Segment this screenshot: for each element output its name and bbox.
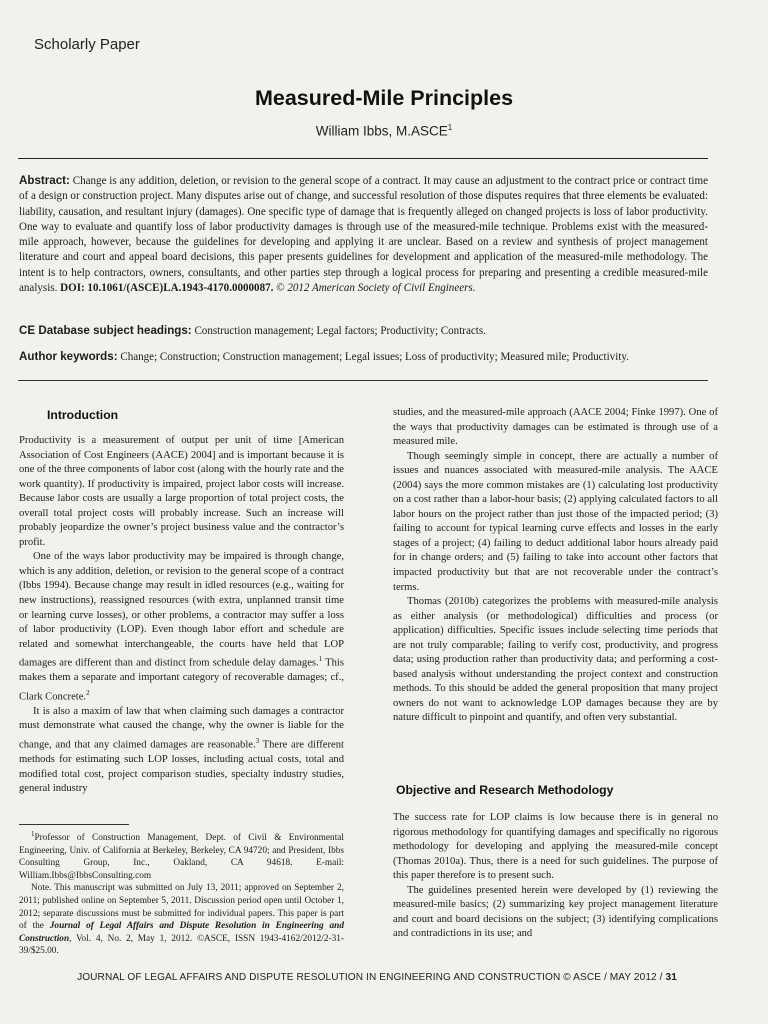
footnote-affiliation: [19, 828, 344, 882]
intro-paragraph-3-end: There are different methods for estimating such LOP losses, including actual costs, total and modified total cost, project comparison studies, specialty industry studies, general industry: [19, 739, 344, 795]
right-paragraph-1: studies, and the measured-mile approach (AACE 2004; Finke 1997). One of the ways that productivity damages can be estimated is through use of a measured mile.: [393, 407, 718, 448]
page-footer: [0, 972, 754, 983]
paper-title: Measured-Mile Principles: [254, 86, 514, 110]
footnote-affiliation-text: Professor of Construction Management, Dept. of Civil & Environmental Engineering, Univ. of California at Berkeley, Berkeley, CA 94720; and President, Ibbs Consulting Group, Inc., Oakland, CA 94618. E-mail: William.Ibbs@IbbsConsulting.com: [19, 833, 344, 881]
top-divider: [18, 158, 708, 159]
footnote-note-text: Note. This manuscript was submitted on July 13, 2011; approved on September 2, 2011; published online on September 5, 2011. Discussion period open until October 1, 2012; separate discussions must be submitted for individual papers. This paper is part of the: [19, 883, 344, 932]
footnote-mark: 1: [31, 830, 35, 838]
footnote-ref-2: 2: [86, 688, 90, 697]
footer-text: JOURNAL OF LEGAL AFFAIRS AND DISPUTE RESOLUTION IN ENGINEERING AND CONSTRUCTION © ASCE / MAY 2012 /: [77, 972, 666, 983]
author-line: [0, 123, 768, 139]
footnote-note-end: , Vol. 4, No. 2, May 1, 2012. ©ASCE, ISSN 1943-4162/2012/2-31-39/$25.00.: [19, 933, 344, 957]
abstract-copyright: © 2012 American Society of Civil Engineers.: [276, 282, 476, 295]
abstract-text: Change is any addition, deletion, or revision to the general scope of a contract. It may cause an adjustment to the contract price or contract time of a design or construction project. Many disputes arise out of change, and successful resolution of those disputes requires that three elements be evaluated: liability, causation, and resultant injury (damages). One specific type of damage that is frequently alleged on changed projects is loss of labor productivity. One way to evaluate and quantify loss of labor productivity damages is through use of the measured-mile technique. Problems exist with the measured-mile approach, however, because the guidelines for developing and applying it are unclear. Based on a review and synthesis of project management literature and court and appeal board decisions, this paper presents guidelines for development and application of the measured-mile methodology. The intent is to help contractors, owners, consultants, and other parties step through a logical process for preparing and presenting a credible measured-mile analysis.: [19, 175, 708, 295]
objective-paragraph-2: The guidelines presented herein were developed by (1) reviewing the measured-mile basics; (2) summarizing key project management literature and court and board decisions on the subject; (3) identifying complications and contradictions in its use; and: [393, 884, 718, 940]
left-column: [19, 434, 344, 797]
intro-paragraph-2-end: This makes them a separate and important category of recoverable damages; cf., Clark Concrete.: [19, 657, 345, 703]
ce-headings-label: CE Database subject headings:: [19, 324, 192, 337]
intro-paragraph-3: [19, 705, 344, 797]
ce-subject-headings: [19, 323, 708, 339]
abstract: [19, 173, 708, 296]
footnote-journal-name: Journal of Legal Affairs and Dispute Resolution in Engineering and Construction: [19, 921, 344, 944]
author-keywords: [19, 349, 708, 365]
author-footnote-mark: 1: [447, 123, 453, 132]
introduction-heading: Introduction: [47, 408, 119, 422]
ce-headings-text: Construction management; Legal factors; Productivity; Contracts.: [194, 325, 486, 337]
right-column: [393, 406, 718, 726]
objective-paragraph-1: The success rate for LOP claims is low because there is in general no rigorous methodology for quantifying damages and specifically no rigorous methodology for developing and applying the measured-mile concept (Thomas 2010a). Thus, there is a need for such guidelines. The purpose of this paper therefore is to present such.: [393, 812, 718, 882]
keywords-divider: [18, 380, 708, 381]
footnotes: [19, 828, 344, 958]
footnote-note: [19, 882, 344, 958]
keywords-label: Author keywords:: [19, 350, 118, 363]
author-name: William Ibbs, M.ASCE: [315, 123, 448, 139]
abstract-label: Abstract:: [19, 174, 70, 187]
page-number: 31: [665, 972, 677, 983]
right-paragraph-3: Thomas (2010b) categorizes the problems with measured-mile analysis as either analysis (or methodological) difficulties and process (or application) difficulties. Specific issues include selecting time periods that are not truly comparable; failing to verify cost, productivity, and progress data; using production rather than productivity data; and performing a cost-based analysis without understanding the project context and construction methods. To this should be added the general proposition that many project owners do not want to acknowledge LOP damages because they are by nature difficult to pinpoint and quantify, and often very substantial.: [393, 596, 718, 724]
footnote-ref-3: 3: [255, 737, 260, 745]
intro-paragraph-2-text: One of the ways labor productivity may be impaired is through change, which is any addition, deletion, or revision to the general scope of a contract (Ibbs 1994). Because change may result in idled resources (e.g., waiting for new instructions), reassigned resources (with extra, unplanned transit time or learning curve losses), or other problems, a contractor may suffer a loss of labor productivity (LOP). Even though labor effort and schedule are related and somewhat interchangeable, the courts have held that LOP damages are different than and distinct from schedule delay damages.: [19, 551, 344, 669]
section-label: Scholarly Paper: [34, 36, 140, 53]
objective-heading: Objective and Research Methodology: [396, 783, 614, 797]
intro-paragraph-2: [19, 550, 344, 705]
intro-paragraph-3-text: It is also a maxim of law that when claiming such damages a contractor must demonstrate what caused the change, why the owner is liable for the change, and that any claimed damages are reasonable.: [19, 705, 344, 751]
objective-column: [393, 811, 718, 942]
footnote-ref-1: 1: [318, 655, 323, 664]
keywords-text: Change; Construction; Construction management; Legal issues; Loss of productivity; Measured mile; Productivity.: [120, 351, 629, 363]
intro-paragraph-1: Productivity is a measurement of output per unit of time [American Association of Cost Engineers (AACE) 2004] and is important because it is one of the three components of labor cost (along with the hourly rate and the work quantity). If productivity is impaired, project labor costs will increase. Because labor costs are usually a large proportion of total project costs, the overall total project costs will probably increase. Such an increase will probably jeopardize the owner’s project business value and the contractor’s profit.: [19, 435, 344, 548]
footnote-divider: [19, 824, 129, 825]
abstract-doi: DOI: 10.1061/(ASCE)LA.1943-4170.0000087.: [60, 282, 274, 295]
right-paragraph-2: Though seemingly simple in concept, there are actually a number of issues and nuances associated with measured-mile analysis. The AACE (2004) says the more common mistakes are (1) calculating lost productivity on a cost rather than a labor-hour basis; (2) applying calculated factors to all labor hours on the project rather than just those of the impacted period; (3) failing to account for typical learning curve effects and losses in the early stages of a project; (4) failing to deduct additional labor hours already paid for in change orders; and (5) failing to take into account other factors that impacted productivity but that are not recoverable under the contract’s terms.: [393, 450, 718, 593]
